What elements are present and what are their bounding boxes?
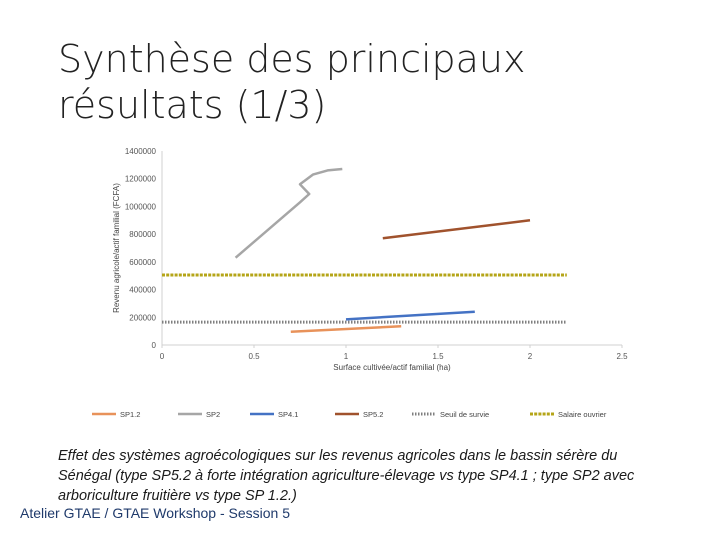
series-lines [162, 169, 567, 332]
y-tick-labels [125, 147, 157, 350]
slide-footer: Atelier GTAE / GTAE Workshop - Session 5 [20, 505, 290, 521]
y-tick-label: 400000 [129, 285, 156, 295]
y-tick-label: 1400000 [124, 147, 156, 156]
y-axis-title-group [112, 183, 121, 313]
y-axis-title: Revenu agricole/actif familial (FCFA) [112, 183, 121, 313]
x-tick-label: 1 [343, 352, 349, 361]
x-tick-label: 2.5 [616, 352, 628, 361]
series-line [346, 312, 475, 320]
legend-label: Salaire ouvrier [558, 410, 607, 419]
series-line [383, 220, 530, 238]
x-tick-label: 2 [527, 352, 533, 361]
y-tick-label: 1200000 [124, 174, 156, 184]
x-tick-label: 1.5 [432, 352, 444, 361]
series-line [291, 326, 401, 332]
legend-label: Seuil de survie [440, 410, 490, 419]
x-tick-label: 0 [159, 352, 165, 361]
y-tick-label: 0 [151, 341, 156, 350]
slide-caption: Effet des systèmes agroécologiques sur les revenus agricoles dans le bassin sérère du Sénégal (type SP5.2 à forte intégration agriculture-élevage vs type SP4.1 ; type SP2 avec arboriculture fruitière vs type SP 1.2.) [58, 448, 635, 504]
legend-label: SP1.2 [120, 410, 141, 419]
legend-label: SP2 [206, 410, 221, 419]
y-tick-label: 1000000 [124, 202, 156, 212]
x-axis-title: Surface cultivée/actif familial (ha) [333, 363, 451, 372]
x-tick-label: 0.5 [248, 352, 260, 361]
slide-title: Synthèse des principaux résultats (1/3) [58, 37, 526, 127]
y-tick-label: 600000 [129, 257, 156, 267]
legend-label: SP4.1 [278, 410, 299, 419]
series-line [236, 169, 343, 258]
chart-legend [92, 410, 607, 419]
legend-label: SP5.2 [363, 410, 384, 419]
y-tick-label: 200000 [129, 313, 156, 323]
x-tick-labels [160, 345, 628, 361]
y-tick-label: 800000 [129, 230, 156, 240]
